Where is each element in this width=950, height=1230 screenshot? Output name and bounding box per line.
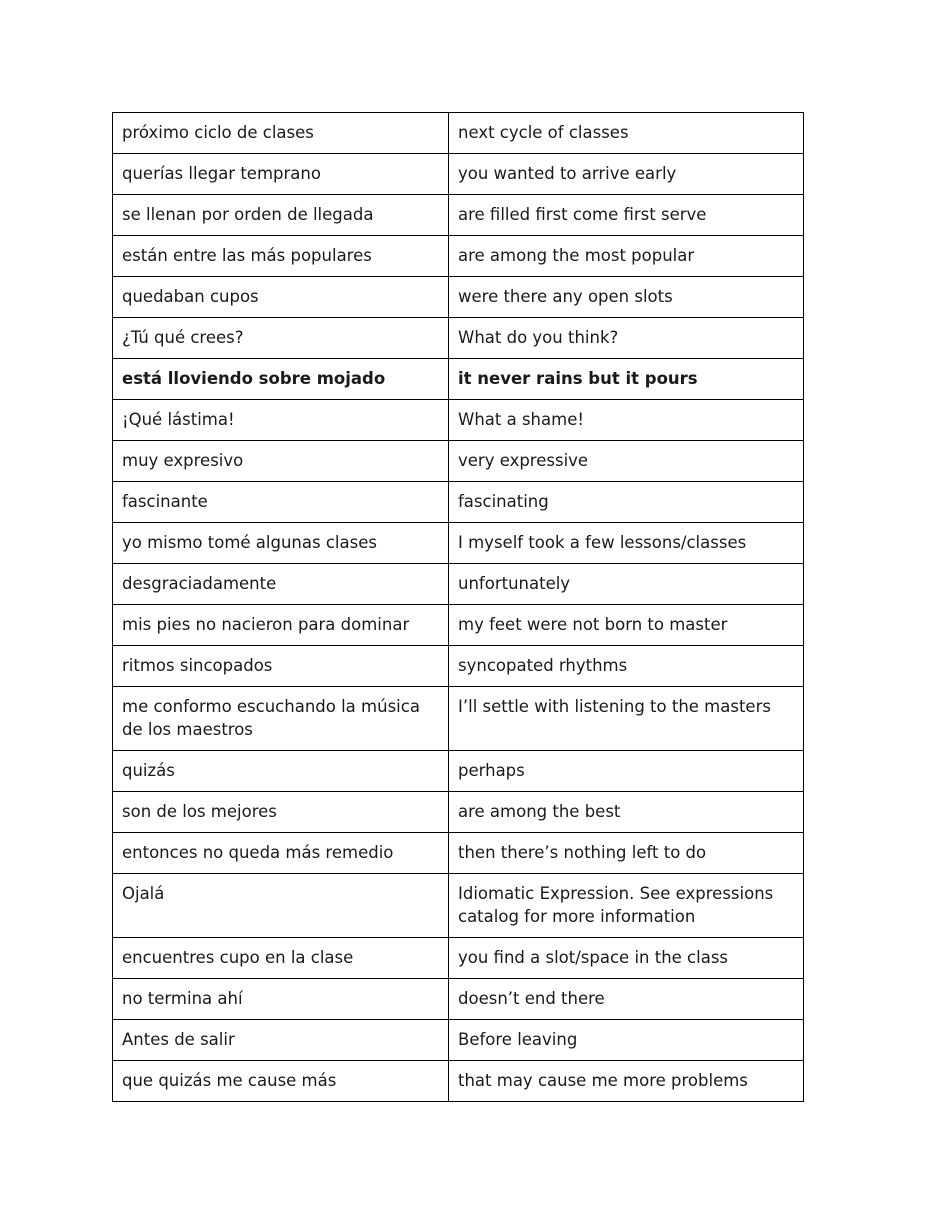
- table-row: [113, 605, 804, 646]
- english-translation: What do you think?: [449, 318, 804, 359]
- spanish-phrase: son de los mejores: [113, 792, 449, 833]
- table-row: [113, 874, 804, 938]
- table-row: [113, 938, 804, 979]
- table-row: [113, 359, 804, 400]
- table-row: [113, 400, 804, 441]
- english-translation: doesn’t end there: [449, 979, 804, 1020]
- spanish-phrase: ¡Qué lástima!: [113, 400, 449, 441]
- spanish-phrase: están entre las más populares: [113, 236, 449, 277]
- spanish-phrase: ritmos sincopados: [113, 646, 449, 687]
- spanish-phrase: ¿Tú qué crees?: [113, 318, 449, 359]
- table-row: [113, 441, 804, 482]
- spanish-phrase: próximo ciclo de clases: [113, 113, 449, 154]
- table-row: [113, 113, 804, 154]
- english-translation: fascinating: [449, 482, 804, 523]
- vocabulary-table-body: [113, 113, 804, 1102]
- spanish-phrase: quedaban cupos: [113, 277, 449, 318]
- spanish-phrase: no termina ahí: [113, 979, 449, 1020]
- vocabulary-table: [112, 112, 804, 1102]
- spanish-phrase: querías llegar temprano: [113, 154, 449, 195]
- table-row: [113, 751, 804, 792]
- english-translation: I myself took a few lessons/classes: [449, 523, 804, 564]
- spanish-phrase: yo mismo tomé algunas clases: [113, 523, 449, 564]
- table-row: [113, 564, 804, 605]
- spanish-phrase: muy expresivo: [113, 441, 449, 482]
- english-translation: What a shame!: [449, 400, 804, 441]
- table-row: [113, 236, 804, 277]
- english-translation: you wanted to arrive early: [449, 154, 804, 195]
- table-row: [113, 195, 804, 236]
- table-row: [113, 1020, 804, 1061]
- english-translation: I’ll settle with listening to the masters: [449, 687, 804, 751]
- english-translation: it never rains but it pours: [449, 359, 804, 400]
- spanish-phrase: encuentres cupo en la clase: [113, 938, 449, 979]
- spanish-phrase: Antes de salir: [113, 1020, 449, 1061]
- english-translation: my feet were not born to master: [449, 605, 804, 646]
- english-translation: were there any open slots: [449, 277, 804, 318]
- spanish-phrase: está lloviendo sobre mojado: [113, 359, 449, 400]
- english-translation: Before leaving: [449, 1020, 804, 1061]
- spanish-phrase: se llenan por orden de llegada: [113, 195, 449, 236]
- table-row: [113, 1061, 804, 1102]
- spanish-phrase: entonces no queda más remedio: [113, 833, 449, 874]
- spanish-phrase: quizás: [113, 751, 449, 792]
- table-row: [113, 154, 804, 195]
- english-translation: unfortunately: [449, 564, 804, 605]
- english-translation: then there’s nothing left to do: [449, 833, 804, 874]
- spanish-phrase: mis pies no nacieron para dominar: [113, 605, 449, 646]
- table-row: [113, 523, 804, 564]
- table-row: [113, 318, 804, 359]
- english-translation: Idiomatic Expression. See expressions catalog for more information: [449, 874, 804, 938]
- table-row: [113, 646, 804, 687]
- english-translation: perhaps: [449, 751, 804, 792]
- spanish-phrase: me conformo escuchando la música de los maestros: [113, 687, 449, 751]
- english-translation: are among the best: [449, 792, 804, 833]
- english-translation: you find a slot/space in the class: [449, 938, 804, 979]
- english-translation: very expressive: [449, 441, 804, 482]
- table-row: [113, 792, 804, 833]
- english-translation: that may cause me more problems: [449, 1061, 804, 1102]
- spanish-phrase: que quizás me cause más: [113, 1061, 449, 1102]
- english-translation: syncopated rhythms: [449, 646, 804, 687]
- spanish-phrase: desgraciadamente: [113, 564, 449, 605]
- table-row: [113, 482, 804, 523]
- english-translation: are among the most popular: [449, 236, 804, 277]
- table-row: [113, 687, 804, 751]
- table-row: [113, 833, 804, 874]
- table-row: [113, 979, 804, 1020]
- english-translation: are filled first come first serve: [449, 195, 804, 236]
- english-translation: next cycle of classes: [449, 113, 804, 154]
- table-row: [113, 277, 804, 318]
- spanish-phrase: Ojalá: [113, 874, 449, 938]
- spanish-phrase: fascinante: [113, 482, 449, 523]
